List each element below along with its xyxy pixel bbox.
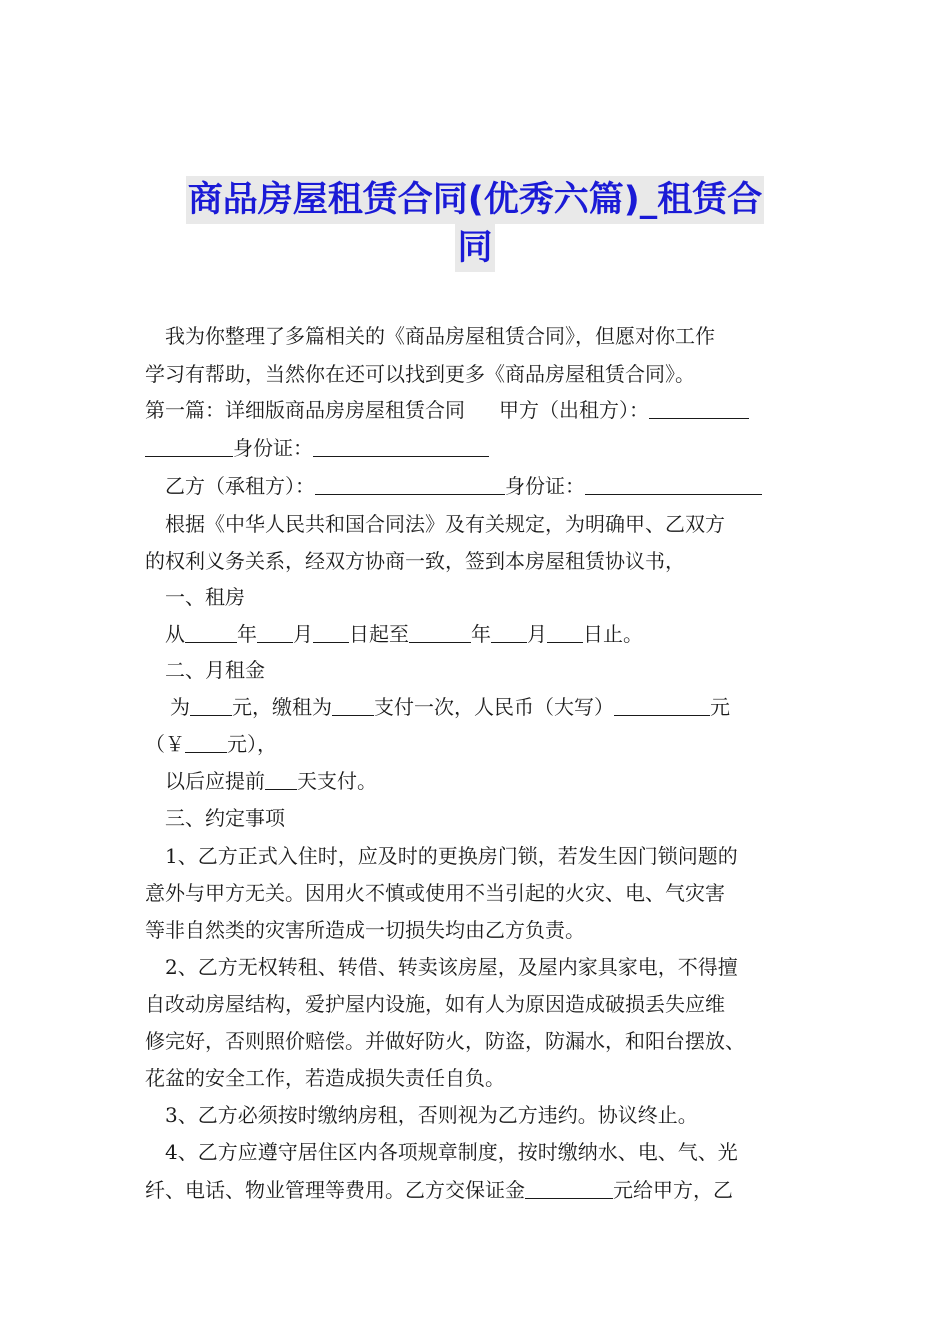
title-line-1: 商品房屋租赁合同(优秀六篇)_租赁合	[186, 176, 765, 224]
blank-field	[313, 434, 489, 457]
blank-field	[185, 620, 237, 643]
blank-field	[547, 620, 583, 643]
paragraph-line: 身份证：	[145, 434, 489, 462]
paragraph-line: 修完好，否则照价赔偿。并做好防火，防盗，防漏水，和阳台摆放、	[145, 1029, 745, 1053]
paragraph-line: 以后应提前 天支付。	[165, 769, 377, 793]
blank-field	[257, 620, 293, 643]
section-heading: 三、约定事项	[165, 806, 285, 830]
blank-field	[649, 396, 749, 419]
paragraph-line: 1、乙方正式入住时，应及时的更换房门锁，若发生因门锁问题的	[165, 844, 738, 868]
paragraph-line: 第一篇：详细版商品房房屋租赁合同 甲方（出租方）：	[145, 396, 749, 424]
blank-field	[265, 767, 297, 790]
paragraph-line: 为 元，缴租为 支付一次，人民币（大写） 元	[170, 695, 730, 719]
paragraph-line: 4、乙方应遵守居住区内各项规章制度，按时缴纳水、电、气、光	[165, 1140, 738, 1164]
paragraph-line: （￥ 元），	[145, 732, 277, 756]
paragraph-line: 3、乙方必须按时缴纳房租，否则视为乙方违约。协议终止。	[165, 1103, 698, 1127]
paragraph-line: 2、乙方无权转租、转借、转卖该房屋，及屋内家具家电，不得擅	[165, 955, 738, 979]
section-heading: 二、月租金	[165, 658, 265, 682]
blank-field	[614, 693, 710, 716]
paragraph-line: 的权利义务关系，经双方协商一致，签到本房屋租赁协议书，	[145, 549, 685, 573]
paragraph-line: 从 年 月 日起至 年 月 日止。	[165, 622, 643, 646]
blank-field	[145, 434, 233, 457]
paragraph-line: 花盆的安全工作，若造成损失责任自负。	[145, 1066, 505, 1090]
blank-field	[491, 620, 527, 643]
paragraph-line: 我为你整理了多篇相关的《商品房屋租赁合同》，但愿对你工作	[165, 324, 715, 348]
paragraph-line: 学习有帮助，当然你在还可以找到更多《商品房屋租赁合同》。	[145, 362, 695, 386]
blank-field	[409, 620, 471, 643]
paragraph-line: 纤、电话、物业管理等费用。乙方交保证金 元给甲方，乙	[145, 1178, 733, 1202]
blank-field	[525, 1176, 613, 1199]
blank-field	[190, 693, 232, 716]
blank-field	[313, 620, 349, 643]
blank-field	[315, 472, 505, 495]
section-heading: 一、租房	[165, 585, 245, 609]
title-line-2: 同	[455, 224, 494, 272]
blank-field	[585, 472, 762, 495]
paragraph-line: 意外与甲方无关。因用火不慎或使用不当引起的火灾、电、气灾害	[145, 881, 725, 905]
paragraph-line: 等非自然类的灾害所造成一切损失均由乙方负责。	[145, 918, 585, 942]
blank-field	[332, 693, 374, 716]
paragraph-line: 自改动房屋结构，爱护屋内设施，如有人为原因造成破损丢失应维	[145, 992, 725, 1016]
paragraph-line: 根据《中华人民共和国合同法》及有关规定，为明确甲、乙双方	[165, 512, 725, 536]
paragraph-line: 乙方（承租方）： 身份证：	[165, 472, 762, 500]
document-title	[140, 176, 810, 272]
blank-field	[185, 730, 227, 753]
